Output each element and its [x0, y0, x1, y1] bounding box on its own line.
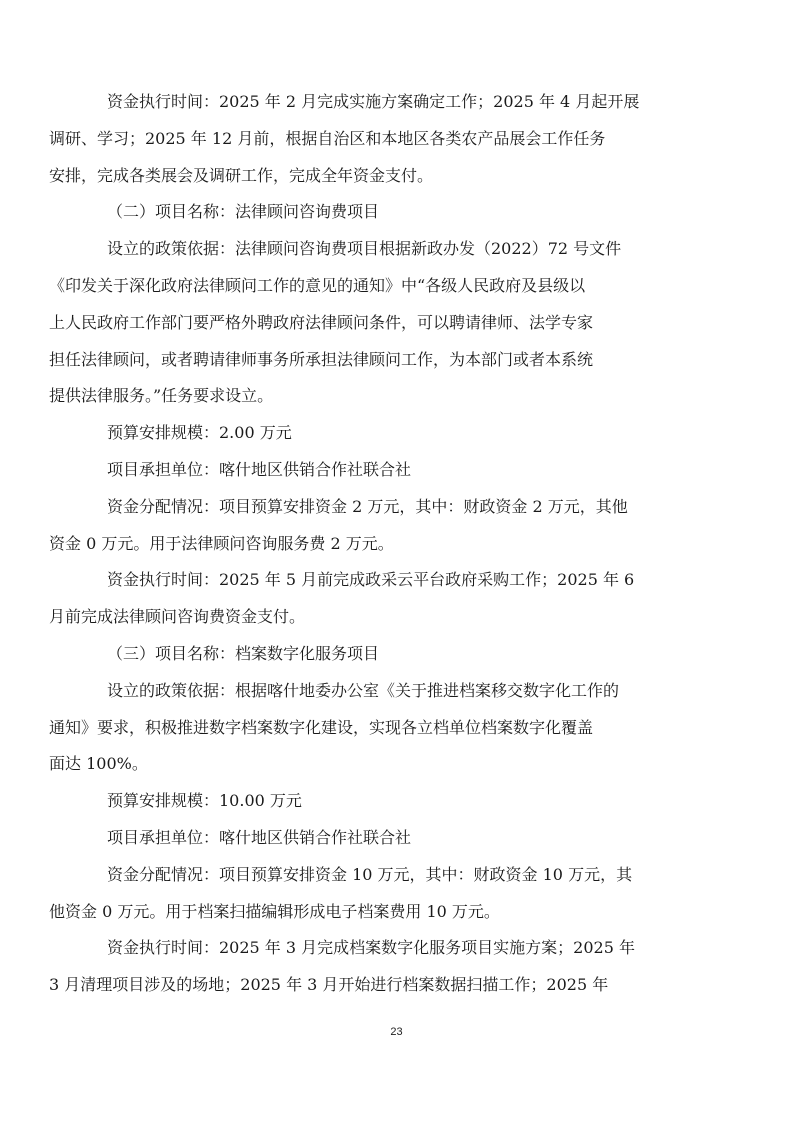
text-line: 预算安排规模：2.00 万元: [107, 423, 292, 443]
text-line: 3 月清理项目涉及的场地；2025 年 3 月开始进行档案数据扫描工作；2025 年: [49, 975, 609, 995]
text-line: 资金 0 万元。用于法律顾问咨询服务费 2 万元。: [49, 533, 394, 553]
text-line: 担任法律顾问，或者聘请律师事务所承担法律顾问工作，为本部门或者本系统: [49, 349, 594, 369]
text-line: 设立的政策依据：法律顾问咨询费项目根据新政办发（2022）72 号文件: [107, 239, 622, 259]
text-line: 月前完成法律顾问咨询费资金支付。: [49, 607, 306, 627]
text-line: 通知》要求，积极推进数字档案数字化建设，实现各立档单位档案数字化覆盖: [49, 717, 594, 737]
text-line: 面达 100%。: [49, 754, 148, 774]
text-line: 设立的政策依据：根据喀什地委办公室《关于推进档案移交数字化工作的: [107, 680, 620, 700]
text-line: 资金执行时间：2025 年 5 月前完成政采云平台政府采购工作；2025 年 6: [107, 570, 635, 590]
text-line: 项目承担单位：喀什地区供销合作社联合社: [107, 459, 412, 479]
text-line: 他资金 0 万元。用于档案扫描编辑形成电子档案费用 10 万元。: [49, 901, 500, 921]
section-heading: （二）项目名称：法律顾问咨询费项目: [107, 202, 380, 222]
text-line: 项目承担单位：喀什地区供销合作社联合社: [107, 827, 412, 847]
body-text: [49, 84, 707, 1004]
text-line: 安排，完成各类展会及调研工作，完成全年资金支付。: [49, 165, 434, 185]
text-line: 上人民政府工作部门要严格外聘政府法律顾问条件，可以聘请律师、法学专家: [49, 312, 594, 332]
text-line: 资金分配情况：项目预算安排资金 2 万元，其中：财政资金 2 万元，其他: [107, 496, 628, 516]
text-line: 调研、学习；2025 年 12 月前，根据自治区和本地区各类农产品展会工作任务: [49, 128, 606, 148]
page-number: 23: [390, 1026, 403, 1038]
text-line: 《印发关于深化政府法律顾问工作的意见的通知》中“各级人民政府及县级以: [49, 275, 586, 295]
text-line: 资金分配情况：项目预算安排资金 10 万元，其中：财政资金 10 万元，其: [107, 864, 633, 884]
text-line: 资金执行时间：2025 年 2 月完成实施方案确定工作；2025 年 4 月起开展: [107, 92, 640, 111]
section-heading: （三）项目名称：档案数字化服务项目: [107, 643, 380, 663]
text-line: 资金执行时间：2025 年 3 月完成档案数字化服务项目实施方案；2025 年: [107, 938, 635, 958]
text-line: 预算安排规模：10.00 万元: [107, 791, 302, 811]
text-line: 提供法律服务。”任务要求设立。: [49, 386, 274, 406]
